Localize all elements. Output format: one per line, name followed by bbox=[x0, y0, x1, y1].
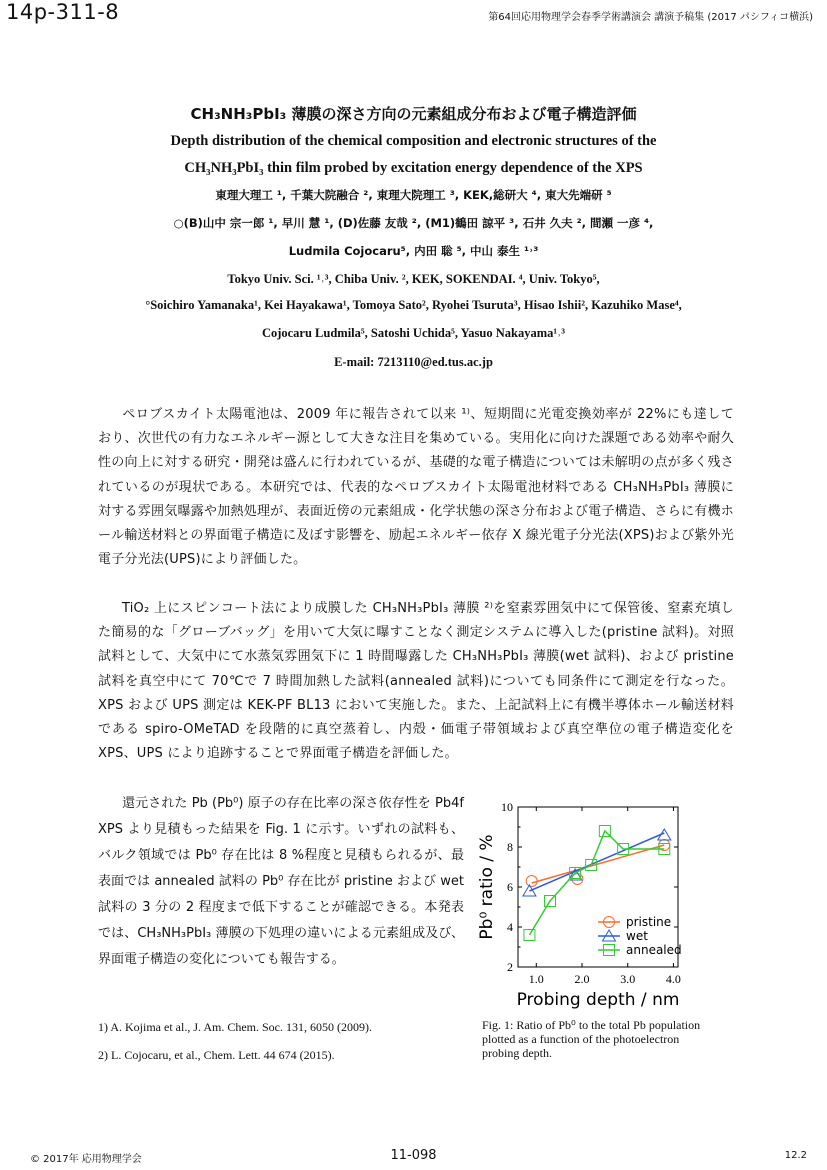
title-english-line2: CH₃NH₃PbI₃ thin film probed by excitation energy dependence of the XPS bbox=[184, 160, 643, 176]
authors-english-line2: Cojocaru Ludmila⁵, Satoshi Uchida⁵, Yasuo Nakayama¹˒³ bbox=[261, 326, 566, 340]
x-tick-label: 1.0 bbox=[528, 972, 544, 986]
session-code: 14p-311-8 bbox=[6, 0, 120, 24]
email-address: E-mail: 7213110@ed.tus.ac.jp bbox=[334, 355, 493, 369]
y-axis-label: Pb⁰ ratio / % bbox=[477, 834, 497, 940]
paragraph-results-text: 還元された Pb (Pb⁰) 原子の存在比率の深さ依存性を Pb4f XPS より見積もった結果を Fig. 1 に示す。いずれの試料も、バルク領域では Pb⁰ 存在比は 8 %程度と見積もられるが、最表面では annealed 試料の Pb⁰ 存在比が pristine および wet 試料の 3 分の 2 程度まで低下することが確認できる。本発表では、CH₃NH₃PbI₃ 薄膜の下処理の違いによる元素組成及び、界面電子構造の変化についても報告する。 bbox=[98, 796, 464, 967]
data-point-pristine bbox=[526, 876, 537, 887]
authors-english-line1: °Soichiro Yamanaka¹, Kei Hayakawa¹, Tomoya Sato², Ryohei Tsuruta³, Hisao Ishii², Kazuhiko Mase⁴, bbox=[145, 298, 682, 312]
footer-page-number: 11-098 bbox=[390, 1148, 437, 1163]
footer-ref: 12.2 bbox=[784, 1150, 807, 1161]
figure-caption: Fig. 1: Ratio of Pb⁰ to the total Pb population plotted as a function of the photoelectron probing depth. bbox=[482, 1018, 701, 1060]
paragraph-methods bbox=[98, 597, 734, 766]
y-tick-label: 8 bbox=[507, 840, 513, 854]
pb0-ratio-chart bbox=[470, 795, 710, 1020]
x-tick-label: 3.0 bbox=[620, 972, 636, 986]
x-axis-label: Probing depth / nm bbox=[516, 990, 680, 1010]
title-japanese: CH₃NH₃PbI₃ 薄膜の深さ方向の元素組成分布および電子構造評価 bbox=[190, 105, 637, 123]
paragraph-results bbox=[98, 791, 464, 973]
y-tick-label: 6 bbox=[507, 880, 513, 894]
x-tick-label: 4.0 bbox=[665, 972, 681, 986]
title-english-line1: Depth distribution of the chemical composition and electronic structures of the bbox=[170, 133, 657, 149]
reference-1: 1) A. Kojima et al., J. Am. Chem. Soc. 131, 6050 (2009). bbox=[98, 1020, 372, 1034]
footer-copyright: © 2017年 応用物理学会 bbox=[30, 1154, 142, 1165]
fit-line-pristine bbox=[532, 845, 665, 883]
authors-japanese-line2: Ludmila Cojocaru⁵, 内田 聡 ⁵, 中山 泰生 ¹˒³ bbox=[288, 244, 539, 258]
paragraph-methods-text: TiO₂ 上にスピンコート法により成膜した CH₃NH₃PbI₃ 薄膜 ²⁾を窒素雰囲気中にて保管後、窒素充填した簡易的な「グローブバッグ」を用いて大気に曝すことなく測定システムに導入した(pristine 試料)。対照試料として、大気中にて水蒸気雰囲気下に 1 時間曝露した CH₃NH₃PbI₃ 薄膜(wet 試料)、および pristine 試料を真空中にて 70℃で 7 時間加熱した試料(annealed 試料)についても同条件にて測定を行なった。XPS および UPS 測定は KEK-PF BL13 において実施した。また、上記試料上に有機半導体ホール輸送材料である spiro-OMeTAD を段階的に真空蒸着し、内殻・価電子帯領域および真空準位の電子構造変化を XPS、UPS により追跡することで界面電子構造を評価した。 bbox=[98, 601, 734, 762]
y-tick-label: 2 bbox=[507, 960, 513, 974]
conference-name: 第64回応用物理学会春季学術講演会 講演予稿集 (2017 パシフィコ横浜) bbox=[488, 12, 813, 23]
reference-2: 2) L. Cojocaru, et al., Chem. Lett. 44 674 (2015). bbox=[98, 1048, 335, 1062]
authors-japanese-line1: ○(B)山中 宗一郎 ¹, 早川 慧 ¹, (D)佐藤 友哉 ², (M1)鶴田 諒平 ³, 石井 久夫 ², 間瀬 一彦 ⁴, bbox=[173, 216, 654, 230]
legend-label-wet: wet bbox=[626, 929, 648, 943]
legend-label-pristine: pristine bbox=[626, 915, 672, 929]
legend-label-annealed: annealed bbox=[626, 943, 682, 957]
paragraph-introduction-text: ペロブスカイト太陽電池は、2009 年に報告されて以来 ¹⁾、短期間に光電変換効率が 22%にも達しており、次世代の有力なエネルギー源として大きな注目を集めている。実用化に向けた課題である効率や耐久性の向上に対する研究・開発は盛んに行われているが、基礎的な電子構造については未解明の点が多く残されているのが現状である。本研究では、代表的なペロブスカイト太陽電池材料である CH₃NH₃PbI₃ 薄膜に対する雰囲気曝露や加熱処理が、表面近傍の元素組成・化学状態の深さ分布および電子構造、さらに有機ホール輸送材料との界面電子構造に及ぼす影響を、励起エネルギー依存 X 線光電子分光法(XPS)および紫外光電子分光法(UPS)により評価した。 bbox=[98, 407, 734, 568]
y-tick-label: 10 bbox=[501, 800, 513, 814]
paragraph-introduction bbox=[98, 403, 734, 572]
y-tick-label: 4 bbox=[507, 920, 513, 934]
affiliations-japanese: 東理大理工 ¹, 千葉大院融合 ², 東理大院理工 ³, KEK,総研大 ⁴, 東大先端研 ⁵ bbox=[215, 188, 612, 202]
affiliations-english: Tokyo Univ. Sci. ¹˒³, Chiba Univ. ², KEK, SOKENDAI. ⁴, Univ. Tokyo⁵, bbox=[227, 272, 600, 286]
x-tick-label: 2.0 bbox=[574, 972, 590, 986]
